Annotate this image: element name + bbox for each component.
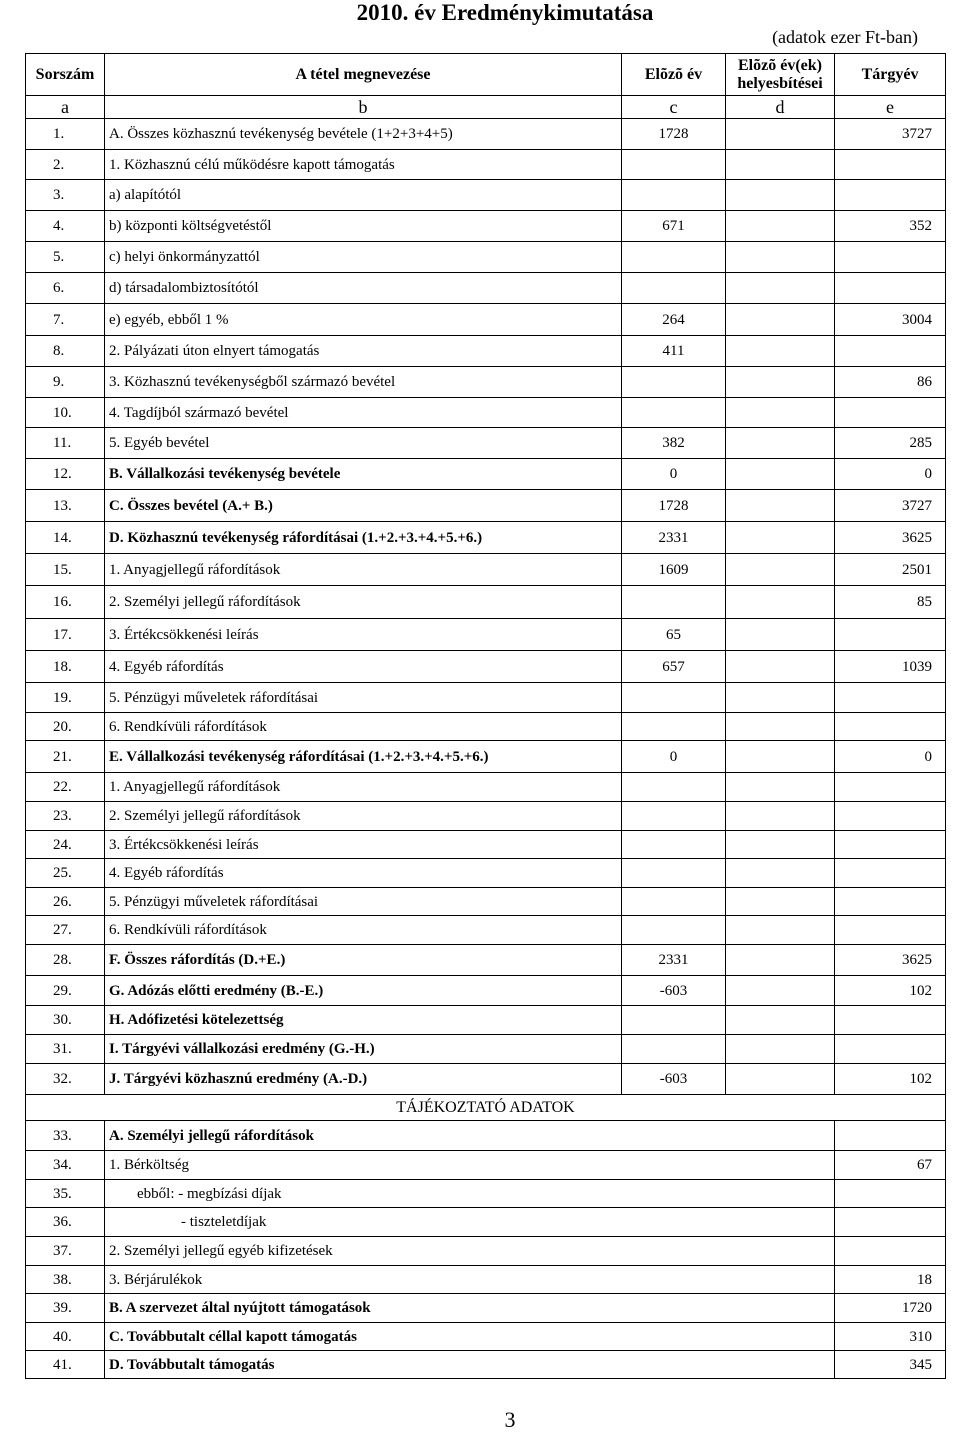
row-corrections (726, 119, 835, 150)
row-number: 17. (26, 619, 105, 651)
row-number: 7. (26, 304, 105, 336)
row-prev-year: 1728 (622, 490, 726, 522)
row-name-text: 3. Értékcsökkenési leírás (109, 836, 259, 853)
row-corrections (726, 683, 835, 713)
info-row-name-text: 2. Személyi jellegű egyéb kifizetések (109, 1243, 333, 1259)
row-corrections (726, 490, 835, 522)
row-number: 3. (26, 180, 105, 211)
info-row-name-text: - tiszteletdíjak (181, 1214, 267, 1230)
row-corrections (726, 180, 835, 211)
row-current-year (835, 916, 946, 945)
info-row-name-text: 3. Bérjárulékok (109, 1271, 203, 1288)
info-row (26, 1151, 946, 1180)
row-number: 30. (26, 1006, 105, 1035)
row-name (105, 554, 622, 586)
row-name (105, 916, 622, 945)
info-row-number: 40. (26, 1323, 105, 1351)
row-name (105, 273, 622, 304)
table-row (26, 741, 946, 773)
info-row-current-year (835, 1180, 946, 1208)
info-row (26, 1237, 946, 1266)
row-number: 5. (26, 242, 105, 273)
row-number: 25. (26, 859, 105, 888)
info-row-current-year: 18 (835, 1266, 946, 1294)
info-row (26, 1351, 946, 1379)
row-number: 31. (26, 1035, 105, 1064)
info-row-name (105, 1208, 835, 1237)
table-row (26, 713, 946, 741)
info-row-number: 33. (26, 1121, 105, 1151)
row-prev-year: -603 (622, 1064, 726, 1095)
row-number: 21. (26, 741, 105, 773)
letter-d: d (726, 96, 835, 119)
row-name-text: D. Közhasznú tevékenység ráfordításai (1.+2.+3.+4.+5.+6.) (109, 529, 483, 546)
table-row (26, 802, 946, 831)
table-row (26, 459, 946, 490)
row-name (105, 367, 622, 398)
row-name (105, 713, 622, 741)
info-row-name (105, 1323, 835, 1351)
row-current-year: 0 (835, 459, 946, 490)
page-title: 2010. év Eredménykimutatása (356, 0, 654, 25)
table-row (26, 859, 946, 888)
info-row (26, 1208, 946, 1237)
row-corrections (726, 428, 835, 459)
unit-note: (adatok ezer Ft-ban) (772, 27, 918, 47)
row-name-text: 5. Pénzügyi műveletek ráfordításai (109, 893, 319, 910)
row-current-year (835, 1006, 946, 1035)
row-name (105, 859, 622, 888)
info-row-number: 34. (26, 1151, 105, 1180)
row-name (105, 304, 622, 336)
info-row-current-year: 67 (835, 1151, 946, 1180)
row-corrections (726, 336, 835, 367)
header-cur: Tárgyév (835, 54, 946, 96)
info-row-number: 41. (26, 1351, 105, 1379)
row-prev-year (622, 1035, 726, 1064)
row-corrections (726, 1035, 835, 1064)
row-name (105, 976, 622, 1006)
table-row (26, 586, 946, 619)
info-row (26, 1121, 946, 1151)
row-prev-year (622, 831, 726, 859)
info-row-name (105, 1180, 835, 1208)
table-row (26, 367, 946, 398)
row-current-year (835, 713, 946, 741)
row-number: 6. (26, 273, 105, 304)
row-number: 18. (26, 651, 105, 683)
row-prev-year (622, 367, 726, 398)
table-row (26, 1006, 946, 1035)
row-corrections (726, 945, 835, 976)
row-number: 26. (26, 888, 105, 916)
row-prev-year (622, 683, 726, 713)
table-row (26, 773, 946, 802)
row-corrections (726, 522, 835, 554)
row-name (105, 119, 622, 150)
row-name-text: b) központi költségvetéstől (109, 218, 272, 234)
row-name-text: B. Vállalkozási tevékenység bevétele (109, 466, 341, 482)
row-name (105, 888, 622, 916)
row-name-text: 6. Rendkívüli ráfordítások (109, 718, 267, 735)
table-row (26, 651, 946, 683)
row-name-text: C. Összes bevétel (A.+ B.) (109, 497, 273, 514)
row-corrections (726, 459, 835, 490)
row-prev-year (622, 916, 726, 945)
row-corrections (726, 651, 835, 683)
row-name (105, 802, 622, 831)
row-corrections (726, 802, 835, 831)
info-row-name (105, 1237, 835, 1266)
letter-a: a (26, 96, 105, 119)
row-prev-year: -603 (622, 976, 726, 1006)
row-number: 8. (26, 336, 105, 367)
row-name (105, 741, 622, 773)
row-name-text: c) helyi önkormányzattól (109, 249, 260, 265)
row-prev-year (622, 180, 726, 211)
row-corrections (726, 1006, 835, 1035)
row-name (105, 336, 622, 367)
table-row (26, 211, 946, 242)
row-prev-year: 411 (622, 336, 726, 367)
info-row-name (105, 1351, 835, 1379)
header-num: Sorszám (26, 54, 105, 96)
row-name-text: 2. Pályázati úton elnyert támogatás (109, 343, 320, 359)
row-current-year: 86 (835, 367, 946, 398)
row-current-year: 85 (835, 586, 946, 619)
table-row (26, 490, 946, 522)
table-row (26, 336, 946, 367)
row-number: 28. (26, 945, 105, 976)
info-row-name (105, 1151, 835, 1180)
row-corrections (726, 304, 835, 336)
row-name (105, 1035, 622, 1064)
row-corrections (726, 273, 835, 304)
row-prev-year (622, 888, 726, 916)
row-current-year: 102 (835, 976, 946, 1006)
row-prev-year (622, 273, 726, 304)
row-name-text: G. Adózás előtti eredmény (B.-E.) (109, 982, 324, 999)
row-number: 10. (26, 398, 105, 428)
info-row-name-text: A. Személyi jellegű ráfordítások (109, 1127, 314, 1144)
row-name-text: 5. Pénzügyi műveletek ráfordításai (109, 689, 319, 706)
row-number: 1. (26, 119, 105, 150)
table-row (26, 242, 946, 273)
row-name-text: 4. Egyéb ráfordítás (109, 865, 224, 881)
row-name (105, 773, 622, 802)
row-prev-year (622, 586, 726, 619)
table-row (26, 304, 946, 336)
info-row-current-year (835, 1237, 946, 1266)
row-prev-year (622, 150, 726, 180)
info-row-name (105, 1294, 835, 1323)
row-current-year (835, 273, 946, 304)
table-row (26, 273, 946, 304)
row-prev-year: 1609 (622, 554, 726, 586)
row-corrections (726, 242, 835, 273)
row-name-text: e) egyéb, ebből 1 % (109, 311, 229, 328)
info-row-current-year (835, 1121, 946, 1151)
row-name (105, 1064, 622, 1095)
row-number: 11. (26, 428, 105, 459)
table-row (26, 428, 946, 459)
row-name (105, 242, 622, 273)
row-prev-year (622, 773, 726, 802)
row-name-text: 2. Személyi jellegű ráfordítások (109, 808, 301, 824)
table-row (26, 976, 946, 1006)
row-prev-year (622, 1006, 726, 1035)
row-name-text: 5. Egyéb bevétel (109, 435, 210, 451)
info-row-current-year: 345 (835, 1351, 946, 1379)
table-row (26, 119, 946, 150)
row-name (105, 490, 622, 522)
table-row (26, 1035, 946, 1064)
row-prev-year (622, 713, 726, 741)
income-statement-table (25, 53, 946, 1379)
info-row-name (105, 1266, 835, 1294)
row-number: 13. (26, 490, 105, 522)
letter-b: b (105, 96, 622, 119)
info-row-name-text: 1. Bérköltség (109, 1157, 189, 1173)
table-row (26, 831, 946, 859)
row-prev-year: 1728 (622, 119, 726, 150)
table-row (26, 398, 946, 428)
row-corrections (726, 741, 835, 773)
row-corrections (726, 586, 835, 619)
row-number: 24. (26, 831, 105, 859)
table-row (26, 945, 946, 976)
row-name (105, 1006, 622, 1035)
table-row (26, 150, 946, 180)
row-corrections (726, 859, 835, 888)
row-number: 29. (26, 976, 105, 1006)
info-row (26, 1294, 946, 1323)
row-number: 22. (26, 773, 105, 802)
row-prev-year: 2331 (622, 945, 726, 976)
row-current-year (835, 398, 946, 428)
row-name-text: 1. Anyagjellegű ráfordítások (109, 779, 281, 795)
row-number: 4. (26, 211, 105, 242)
header-prev: Elõzõ év (622, 54, 726, 96)
row-current-year (835, 888, 946, 916)
row-name-text: d) társadalombiztosítótól (109, 280, 259, 296)
info-row (26, 1323, 946, 1351)
row-name-text: 1. Anyagjellegű ráfordítások (109, 561, 281, 578)
row-number: 23. (26, 802, 105, 831)
info-row-number: 35. (26, 1180, 105, 1208)
row-corrections (726, 976, 835, 1006)
row-name (105, 619, 622, 651)
row-name (105, 831, 622, 859)
row-number: 9. (26, 367, 105, 398)
info-row-current-year: 310 (835, 1323, 946, 1351)
row-current-year (835, 619, 946, 651)
header-name: A tétel megnevezése (105, 54, 622, 96)
row-prev-year: 382 (622, 428, 726, 459)
row-number: 20. (26, 713, 105, 741)
page-number: 3 (504, 1407, 516, 1432)
header-corr-line2: helyesbítései (737, 74, 823, 92)
info-row-name-text: D. Továbbutalt támogatás (109, 1356, 275, 1373)
row-name-text: A. Összes közhasznú tevékenység bevétele (1+2+3+4+5) (109, 126, 453, 142)
row-current-year: 3004 (835, 304, 946, 336)
info-row-name-text: B. A szervezet által nyújtott támogatások (109, 1300, 371, 1316)
row-prev-year: 0 (622, 459, 726, 490)
row-current-year: 352 (835, 211, 946, 242)
row-prev-year: 0 (622, 741, 726, 773)
letter-c: c (622, 96, 726, 119)
row-current-year: 102 (835, 1064, 946, 1095)
row-prev-year: 264 (622, 304, 726, 336)
row-name-text: 6. Rendkívüli ráfordítások (109, 922, 267, 938)
row-current-year (835, 683, 946, 713)
letter-e: e (835, 96, 946, 119)
row-current-year (835, 242, 946, 273)
info-row-number: 38. (26, 1266, 105, 1294)
row-current-year (835, 802, 946, 831)
row-corrections (726, 367, 835, 398)
info-row-current-year: 1720 (835, 1294, 946, 1323)
info-row-number: 37. (26, 1237, 105, 1266)
info-row-name (105, 1121, 835, 1151)
row-name (105, 211, 622, 242)
row-current-year (835, 831, 946, 859)
row-number: 27. (26, 916, 105, 945)
row-prev-year: 2331 (622, 522, 726, 554)
header-row (26, 54, 946, 96)
row-number: 14. (26, 522, 105, 554)
row-current-year (835, 150, 946, 180)
row-current-year (835, 1035, 946, 1064)
row-name-text: 4. Egyéb ráfordítás (109, 658, 224, 675)
row-number: 2. (26, 150, 105, 180)
info-row-number: 39. (26, 1294, 105, 1323)
row-current-year (835, 336, 946, 367)
row-number: 16. (26, 586, 105, 619)
row-name-text: 4. Tagdíjból származó bevétel (109, 404, 289, 421)
row-name (105, 586, 622, 619)
row-corrections (726, 1064, 835, 1095)
info-row-name-text: ebből: - megbízási díjak (137, 1185, 282, 1202)
row-prev-year (622, 242, 726, 273)
info-row (26, 1180, 946, 1208)
row-current-year: 3625 (835, 522, 946, 554)
table-row (26, 683, 946, 713)
row-name (105, 150, 622, 180)
row-number: 15. (26, 554, 105, 586)
row-name (105, 459, 622, 490)
row-prev-year (622, 859, 726, 888)
info-row (26, 1266, 946, 1294)
row-corrections (726, 916, 835, 945)
row-name-text: J. Tárgyévi közhasznú eredmény (A.-D.) (109, 1071, 368, 1087)
row-name-text: 1. Közhasznú célú működésre kapott támogatás (109, 156, 395, 173)
header-corrections (726, 54, 835, 96)
row-name (105, 428, 622, 459)
row-corrections (726, 554, 835, 586)
row-name-text: E. Vállalkozási tevékenység ráfordításai (1.+2.+3.+4.+5.+6.) (109, 748, 489, 765)
row-number: 19. (26, 683, 105, 713)
row-prev-year: 671 (622, 211, 726, 242)
row-name (105, 945, 622, 976)
info-heading: TÁJÉKOZTATÓ ADATOK (26, 1095, 946, 1121)
info-row-current-year (835, 1208, 946, 1237)
row-prev-year (622, 398, 726, 428)
row-name-text: 3. Közhasznú tevékenységből származó bevétel (109, 374, 396, 390)
info-heading-row (26, 1095, 946, 1121)
row-name-text: I. Tárgyévi vállalkozási eredmény (G.-H.) (109, 1041, 375, 1057)
row-corrections (726, 713, 835, 741)
row-current-year: 0 (835, 741, 946, 773)
table-row (26, 888, 946, 916)
row-name (105, 180, 622, 211)
row-name (105, 398, 622, 428)
table-row (26, 554, 946, 586)
row-number: 12. (26, 459, 105, 490)
row-corrections (726, 150, 835, 180)
row-current-year: 3625 (835, 945, 946, 976)
row-corrections (726, 831, 835, 859)
row-name-text: F. Összes ráfordítás (D.+E.) (109, 952, 286, 968)
row-current-year: 1039 (835, 651, 946, 683)
row-name (105, 522, 622, 554)
row-current-year: 2501 (835, 554, 946, 586)
row-prev-year: 657 (622, 651, 726, 683)
row-current-year: 285 (835, 428, 946, 459)
row-name-text: 3. Értékcsökkenési leírás (109, 626, 259, 643)
table-row (26, 916, 946, 945)
row-corrections (726, 773, 835, 802)
table-row (26, 1064, 946, 1095)
info-row-number: 36. (26, 1208, 105, 1237)
info-row-name-text: C. Továbbutalt céllal kapott támogatás (109, 1328, 357, 1345)
row-name-text: H. Adófizetési kötelezettség (109, 1012, 284, 1028)
row-current-year: 3727 (835, 119, 946, 150)
row-prev-year: 65 (622, 619, 726, 651)
row-name-text: a) alapítótól (109, 187, 182, 203)
row-name-text: 2. Személyi jellegű ráfordítások (109, 594, 301, 610)
row-current-year (835, 180, 946, 211)
table-row (26, 180, 946, 211)
row-corrections (726, 398, 835, 428)
row-name (105, 683, 622, 713)
header-corr-line1: Elõzõ év(ek) (738, 56, 822, 74)
row-current-year (835, 859, 946, 888)
table-row (26, 522, 946, 554)
row-current-year: 3727 (835, 490, 946, 522)
row-number: 32. (26, 1064, 105, 1095)
letters-row (26, 96, 946, 119)
row-corrections (726, 619, 835, 651)
row-current-year (835, 773, 946, 802)
row-corrections (726, 211, 835, 242)
row-name (105, 651, 622, 683)
table-row (26, 619, 946, 651)
row-prev-year (622, 802, 726, 831)
row-corrections (726, 888, 835, 916)
